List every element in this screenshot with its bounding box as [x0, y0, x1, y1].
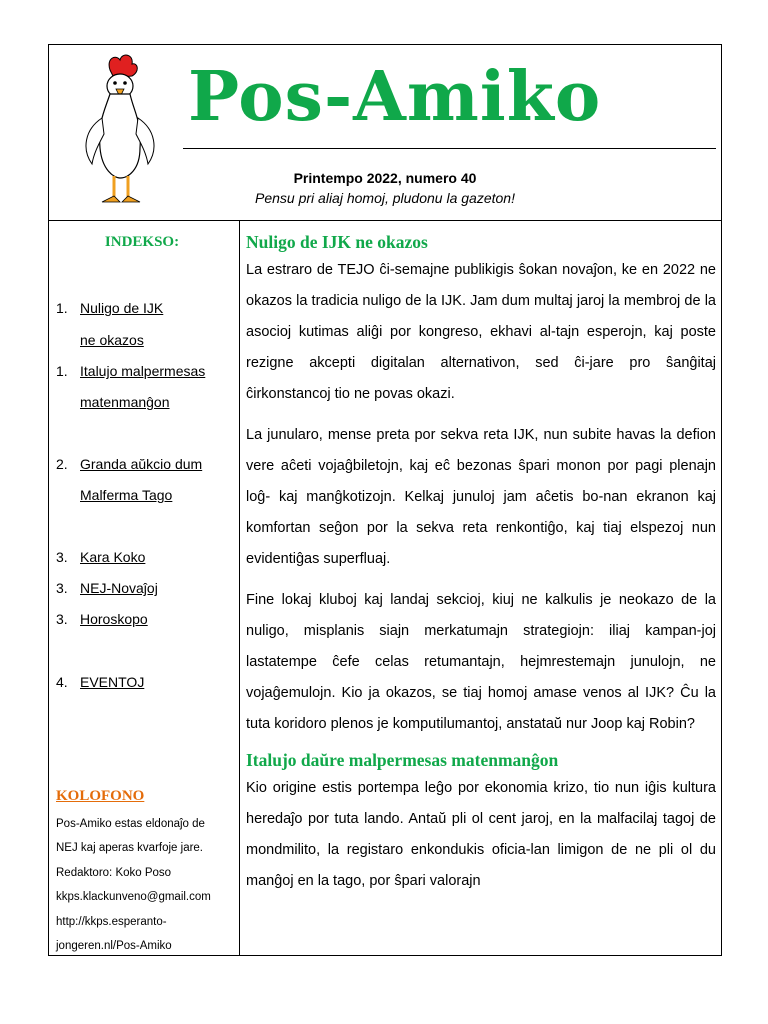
colophon-line: NEJ kaj aperas kvarfoje jare. — [56, 842, 204, 854]
index-title: INDEKSO: — [104, 234, 180, 250]
toc-link[interactable]: Nuligo de IJK — [80, 300, 164, 316]
issue-info: Printempo 2022, numero 40 — [293, 170, 477, 186]
column-divider — [239, 220, 240, 956]
toc-link[interactable]: EVENTOJ — [80, 674, 145, 690]
toc-link[interactable]: Horoskopo — [80, 611, 148, 627]
toc-link[interactable]: Malferma Tago — [80, 487, 173, 503]
toc-number: 1. — [56, 363, 68, 379]
toc-number: 2. — [56, 456, 68, 472]
toc-number: 3. — [56, 580, 68, 596]
header-rule — [183, 148, 716, 149]
chicken-logo-icon — [74, 52, 164, 212]
toc-number: 3. — [56, 611, 68, 627]
colophon-url[interactable]: http://kkps.esperanto- — [56, 916, 167, 928]
toc-link[interactable]: Italujo malpermesas — [80, 363, 206, 379]
article-paragraph: La estraro de TEJO ĉi-semajne publikigis ŝokan novaĵon, ke en 2022 ne okazos la tradicia nuligo de la IJK. Jam dum multaj jaroj la membroj de la asocioj kutimas aliĝi por kongreso, ekhavi al-tajn esperojn, kaj poste rezigne akcepti digitalan alternativon, sed ĉi-jare pro ŝanĝitaj ĉirkonstancoj tio ne povas okazi. — [246, 262, 716, 402]
article-paragraph: Kio origine estis portempa leĝo por ekonomia krizo, tio nun iĝis kultura heredaĵo por tuta lando. Antaŭ pli ol cent jaroj, en la malfacilaj tagoj de mondmilito, la registaro enkondukis oficia-lan limigon de ne pli ol du manĝoj en la tago, por ŝpari valorajn — [246, 780, 716, 889]
toc-number: 4. — [56, 674, 68, 690]
colophon-line: Redaktoro: Koko Poso — [56, 867, 172, 879]
article-heading: Italujo daŭre malpermesas matenmanĝon — [246, 750, 559, 770]
newsletter-title: Pos-Amiko — [188, 57, 602, 137]
toc-link[interactable]: matenmanĝon — [80, 394, 170, 410]
main-column — [246, 222, 716, 897]
header-bottom-rule — [48, 220, 722, 221]
article-paragraph: La junularo, mense preta por sekva reta IJK, nun subite havas la defion vere aĉeti vojaĝbiletojn, kaj eĉ bezonas ŝpari monon por pagi plenajn loĝ- kaj manĝkotizojn. Kelkaj junuloj jam aĉetis bo-nan ekranon kaj komfortan seĝon por la sekva reta renkontiĝo, kaj tiaj elspezoj nun evidentiĝas superfluaj. — [246, 427, 716, 567]
toc-link[interactable]: Kara Koko — [80, 549, 146, 565]
toc-number: 3. — [56, 549, 68, 565]
article-heading: Nuligo de IJK ne okazos — [246, 232, 428, 252]
motto: Pensu pri aliaj homoj, pludonu la gazeton! — [255, 190, 515, 206]
colophon-line: Pos-Amiko estas eldonaĵo de — [56, 818, 205, 830]
article-paragraph: Fine lokaj kluboj kaj landaj sekcioj, kiuj ne kalkulis je neokazo de la nuligo, misplanis siajn merkatumajn strategiojn: iliaj kampan-joj lastatempe ĉefe celas retumantajn, hejmrestemajn junulojn, ne vojaĝemulojn. Kio ja okazos, se tiaj homoj amase venos al IJK? Ĉu la tuta koridoro plenos je komputilumantoj, anstataŭ nur Joop kaj Robin? — [246, 592, 716, 732]
colophon-title: KOLOFONO — [56, 788, 145, 804]
toc-number: 1. — [56, 300, 68, 316]
colophon-email[interactable]: kkps.klackunveno@gmail.com — [56, 891, 211, 903]
colophon-url-cont[interactable]: jongeren.nl/Pos-Amiko — [56, 940, 172, 952]
toc-link[interactable]: NEJ-Novaĵoj — [80, 580, 158, 596]
toc-link[interactable]: ne okazos — [80, 332, 144, 348]
toc-link[interactable]: Granda aŭkcio dum — [80, 456, 203, 472]
